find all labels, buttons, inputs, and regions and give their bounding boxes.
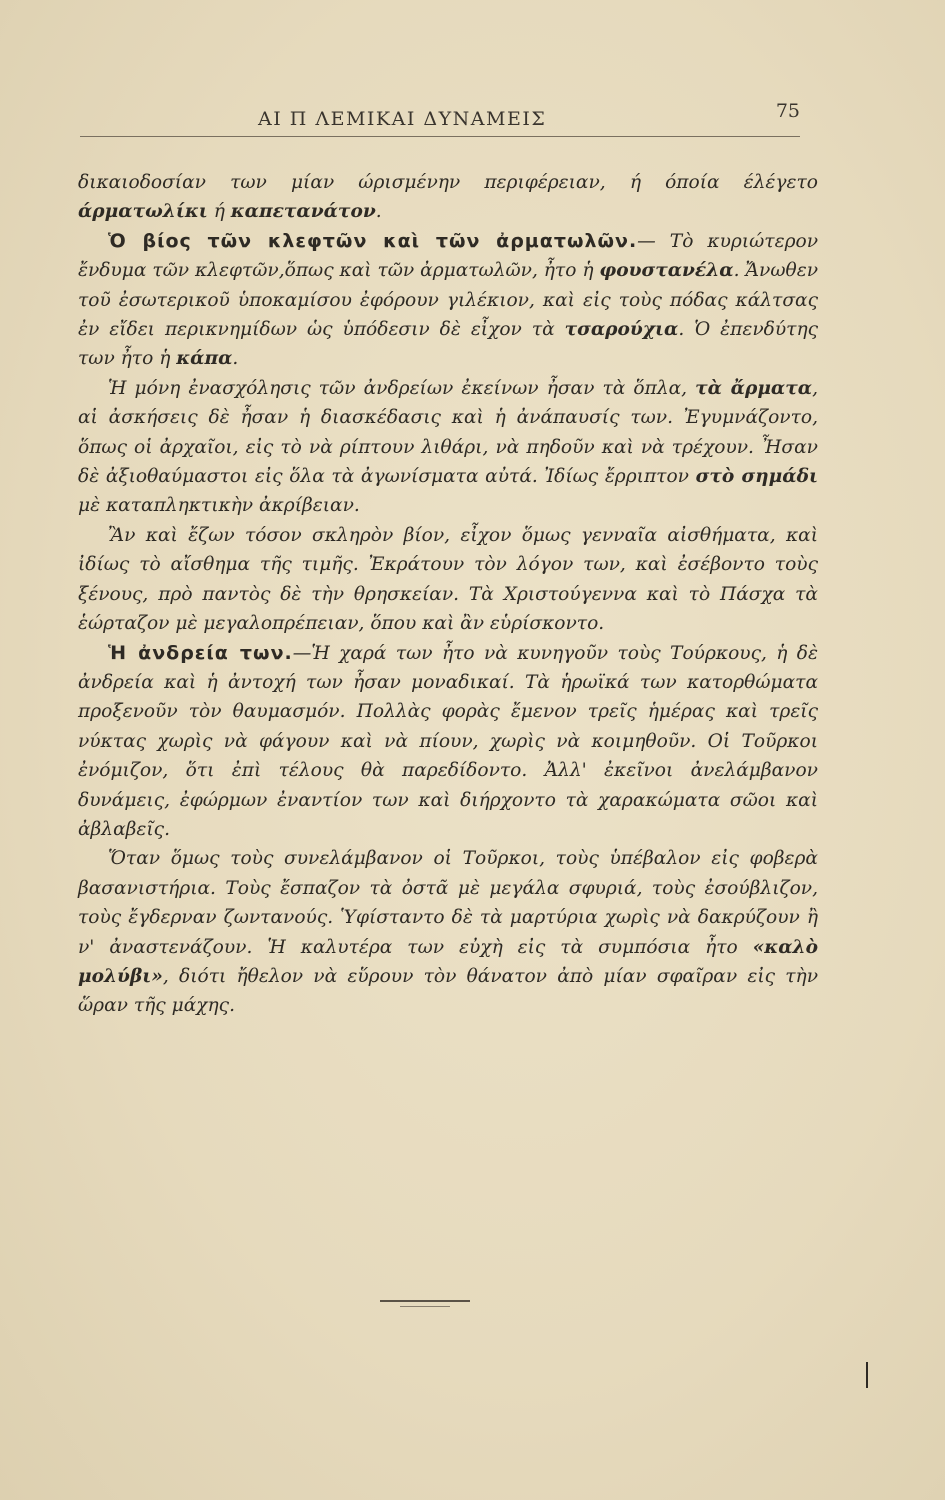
p6-text-b: , διότι ἤθελον νὰ εὕρουν τὸν θάνατον ἀπὸ μίαν σφαῖραν εἰς τὴν ὥραν τῆς μάχης. bbox=[78, 965, 818, 1017]
section-heading-life: Ὁ βίος τῶν κλεφτῶν καὶ τῶν ἀρματωλῶν. bbox=[108, 229, 638, 252]
p1-text-a: δικαιοδοσίαν των μίαν ώρισμένην περιφέρειαν, ή όποία έλέγετο bbox=[78, 172, 818, 193]
paragraph-2 bbox=[78, 227, 818, 374]
end-ornament-rule bbox=[380, 1300, 470, 1302]
p6-text-a: Ὅταν ὅμως τοὺς συνελάμβανον οἱ Τοῦρκοι, τοὺς ὑπέβαλον εἰς φοβερὰ βασανιστήρια. Τοὺς ἔσπαζον τὰ ὀστᾶ μὲ μεγάλα σφυριά, τοὺς ἐσούβλιζον, τοὺς ἔγδερναν ζωντανούς. Ὑφίσταντο δὲ τὰ μαρτύρια χωρὶς νὰ δακρύζουν ἢ ν' ἀναστενάζουν. Ἡ καλυτέρα των εὐχὴ εἰς τὰ συμπόσια ἦτο bbox=[78, 848, 818, 958]
header-rule bbox=[80, 136, 800, 137]
p3-text-a: Ἡ μόνη ἐνασχόλησις τῶν ἀνδρείων ἐκείνων ἦσαν τὰ ὅπλα, bbox=[108, 377, 696, 399]
p1-emphasis-1: άρματωλίκι bbox=[78, 201, 208, 223]
p2-emphasis-3: κάπα bbox=[176, 348, 233, 370]
p2-text-d: . bbox=[232, 348, 239, 370]
paragraph-6 bbox=[78, 844, 818, 1020]
section-heading-bravery: Ἡ ἀνδρεία των. bbox=[108, 641, 293, 664]
running-head: ΑΙ Π ΛΕΜΙΚΑΙ ΔΥΝΑΜΕΙΣ bbox=[258, 108, 547, 130]
paragraph-3 bbox=[78, 374, 818, 521]
page-header bbox=[80, 100, 800, 140]
p3-emphasis-1: τὰ ἄρματα bbox=[695, 377, 813, 399]
p2-text-c: . Ὁ ἐπενδύτης των ἦτο ἡ bbox=[78, 319, 818, 370]
p1-text-c: . bbox=[375, 201, 382, 223]
p2-text-b: . Ἄνωθεν τοῦ ἐσωτερικοῦ ὑποκαμίσου ἐφόρουν γιλέκιον, καὶ εἰς τοὺς πόδας κάλτσας ἐν εἴδει περικνημίδων ὡς ὑπόδεσιν δὲ εἶχον τὰ bbox=[78, 260, 819, 341]
p3-text-b: , αἱ ἀσκήσεις δὲ ἦσαν ἡ διασκέδασις καὶ ἡ ἀνάπαυσίς των. Ἐγυμνάζοντο, ὅπως οἱ ἀρχαῖοι, εἰς τὸ νὰ ρίπτουν λιθάρι, νὰ πηδοῦν καὶ νὰ τρέχουν. Ἦσαν δὲ ἀξιοθαύμαστοι εἰς ὅλα τὰ ἀγωνίσματα αὐτά. Ἰδίως ἔρριπτον bbox=[78, 377, 818, 488]
p5-text: —Ἡ χαρά των ἦτο νὰ κυνηγοῦν τοὺς Τούρκους, ἡ δὲ ἀνδρεία καὶ ἡ ἀντοχή των ἦσαν μοναδικαί. Τὰ ἡρωϊκά των κατορθώματα προξενοῦν τὸν θαυμασμόν. Πολλὰς φορὰς ἔμενον τρεῖς ἡμέρας καὶ τρεῖς νύκτας χωρὶς νὰ φάγουν καὶ νὰ πίουν, χωρὶς νὰ κοιμηθοῦν. Οἱ Τοῦρκοι ἐνόμιζον, ὅτι ἐπὶ τέλους θὰ παρεδίδοντο. Ἀλλ' ἐκεῖνοι ἀνελάμβανον δυνάμεις, ἐφώρμων ἐναντίον των καὶ διήρχοντο τὰ χαρακώματα σῶοι καὶ ἀβλαβεῖς. bbox=[78, 642, 818, 840]
p2-emphasis-2: τσαρούχια bbox=[564, 319, 679, 341]
p6-emphasis-1: «καλὸ μολύβι» bbox=[78, 936, 818, 987]
p3-text-c: μὲ καταπληκτικὴν ἀκρίβειαν. bbox=[78, 495, 360, 517]
p3-emphasis-2: στὸ σημάδι bbox=[695, 466, 819, 488]
paragraph-4: Ἂν καὶ ἔζων τόσον σκληρὸν βίον, εἶχον ὅμως γενναῖα αἰσθήματα, καὶ ἰδίως τὸ αἴσθημα τῆς τιμῆς. Ἐκράτουν τὸν λόγον των, καὶ ἐσέβοντο τοὺς ξένους, πρὸ παντὸς δὲ τὴν θρησκείαν. Τὰ Χριστούγεννα καὶ τὸ Πάσχα τὰ ἑώρταζον μὲ μεγαλοπρέπειαν, ὅπου καὶ ἂν εὑρίσκοντο. bbox=[78, 524, 818, 635]
margin-mark bbox=[866, 1362, 868, 1388]
paragraph-5 bbox=[78, 639, 818, 845]
page-number: 75 bbox=[775, 100, 800, 122]
p2-text-a: — Τὸ κυριώτερον ἔνδυμα τῶν κλεφτῶν,ὅπως καὶ τῶν ἀρματωλῶν, ἦτο ἡ bbox=[78, 230, 819, 282]
body-text bbox=[78, 168, 818, 1021]
p1-emphasis-2: καπετανάτον bbox=[230, 201, 376, 223]
paragraph-1 bbox=[78, 168, 818, 227]
p1-text-b: ή bbox=[207, 201, 231, 223]
p2-emphasis-1: φουστανέλα bbox=[599, 260, 734, 282]
